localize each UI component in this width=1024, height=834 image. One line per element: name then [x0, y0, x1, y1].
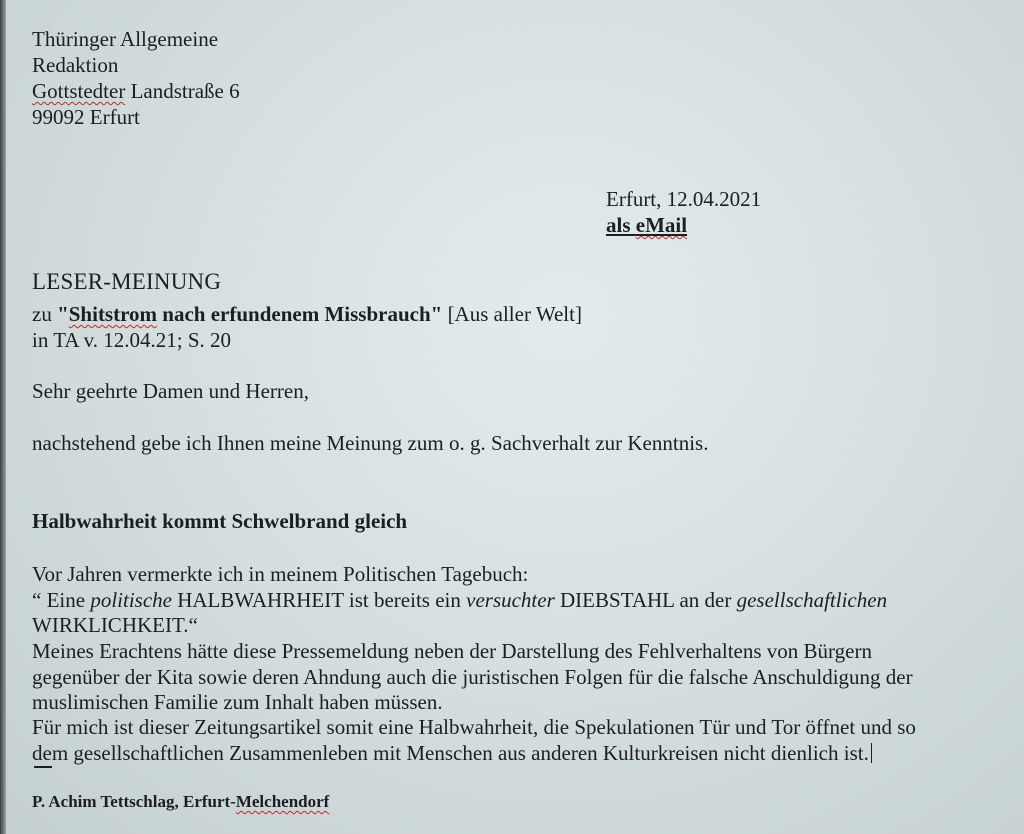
para2-line2: gegenüber der Kita sowie deren Ahndung auch die juristischen Folgen für die falsche Anschuldigung der — [32, 665, 913, 689]
letter-heading: Halbwahrheit kommt Schwelbrand gleich — [32, 509, 408, 533]
dateline-place-date: Erfurt, 12.04.2021 — [606, 187, 762, 211]
quote-open: “ Eine — [32, 588, 91, 612]
quote-line1 — [32, 587, 887, 613]
para2-line1: Meines Erachtens hätte diese Pressemeldung neben der Darstellung des Fehlverhaltens von Bürgern — [32, 639, 872, 663]
spellcheck-word-article: Shitstrom — [68, 302, 158, 326]
dateline-via-prefix: als — [606, 213, 636, 237]
recipient-street-rest: Landstraße 6 — [125, 79, 240, 103]
recipient-name: Thüringer Allgemeine — [32, 27, 219, 51]
quote-italic-3: gesellschaftlichen — [736, 588, 888, 612]
dateline-via-word: eMail — [635, 213, 688, 237]
quote-mid-2: DIEBSTAHL an der — [554, 588, 737, 612]
signature — [32, 789, 329, 815]
subject-title: LESER-MEINUNG — [32, 269, 222, 294]
subject-section: [Aus aller Welt] — [442, 302, 582, 326]
subject-article-rest: nach erfundenem Missbrauch" — [157, 302, 443, 326]
salutation: Sehr geehrte Damen und Herren, — [32, 379, 309, 403]
quote-italic-2: versuchter — [466, 588, 555, 612]
signature-name-prefix: P. Achim Tettschlag, Erfurt- — [32, 792, 236, 811]
dateline-via — [606, 212, 687, 238]
quote-mid-1: HALBWAHRHEIT ist bereits ein — [171, 588, 467, 612]
quote-italic-1: politische — [90, 588, 172, 612]
subject-ref-prefix: zu — [32, 302, 58, 326]
para3-line2 — [32, 740, 872, 766]
recipient-city: 99092 Erfurt — [32, 105, 140, 129]
spellcheck-word-email — [636, 213, 687, 237]
signature-dash — [34, 766, 52, 768]
subject-quote-open: " — [57, 302, 69, 326]
para1-text: Vor Jahren vermerkte ich in meinem Politischen Tagebuch: — [32, 562, 529, 586]
text-cursor — [871, 743, 872, 763]
quote-line2: WIRKLICHKEIT.“ — [32, 613, 198, 637]
para3-line1: Für mich ist dieser Zeitungsartikel somit eine Halbwahrheit, die Spekulationen Tür und Tor öffnet und so — [32, 715, 916, 739]
spellcheck-word-signature: Melchendorf — [235, 792, 330, 811]
recipient-department: Redaktion — [32, 53, 119, 77]
subject-reference — [32, 301, 582, 327]
recipient-street — [32, 78, 240, 104]
para2-line3: muslimischen Familie zum Inhalt haben müssen. — [32, 690, 443, 714]
intro-text: nachstehend gebe ich Ihnen meine Meinung zum o. g. Sachverhalt zur Kenntnis. — [32, 431, 709, 455]
para3-line2-text: dem gesellschaftlichen Zusammenleben mit Menschen aus anderen Kulturkreisen nicht dienlich ist. — [32, 741, 869, 765]
subject-source: in TA v. 12.04.21; S. 20 — [32, 328, 232, 352]
monitor-bezel-edge — [0, 0, 6, 834]
spellcheck-word-street: Gottstedter — [32, 79, 126, 103]
